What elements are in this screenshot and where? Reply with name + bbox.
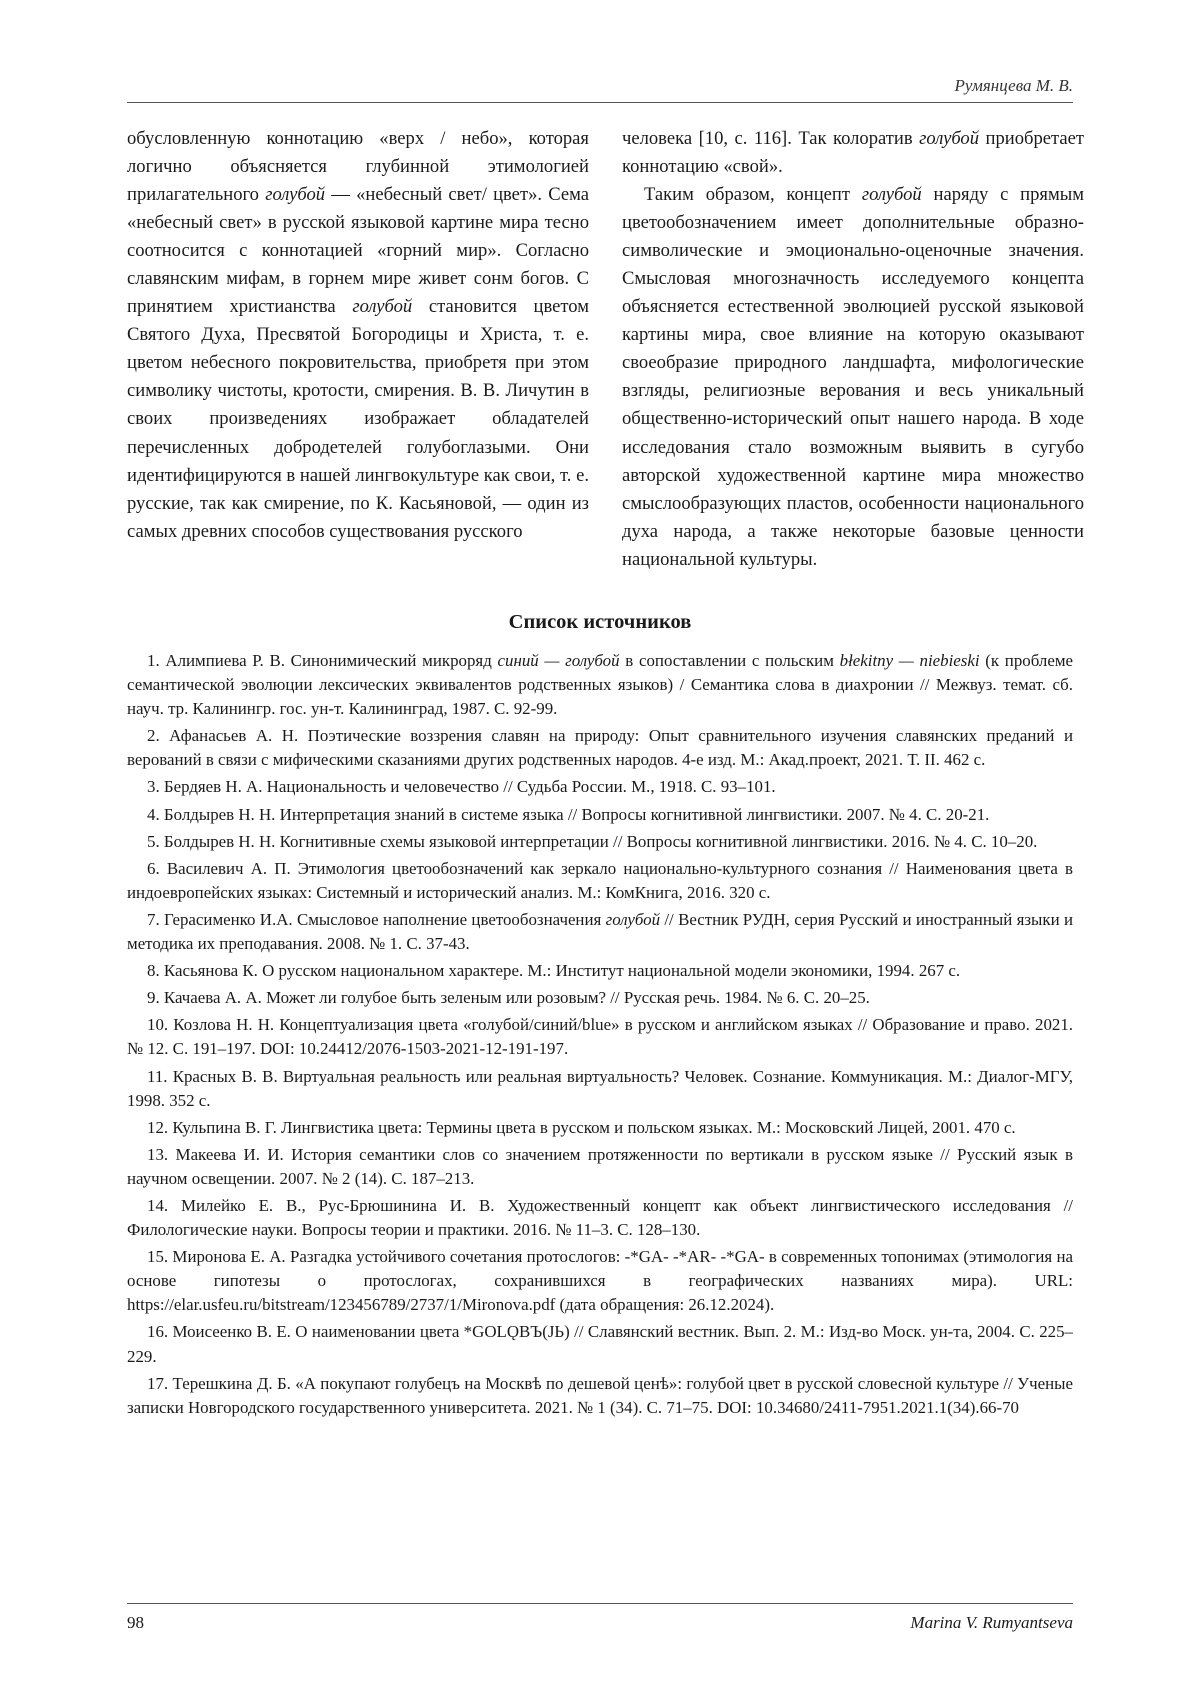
- reference-item: 16. Моисеенко В. Е. О наименовании цвета *GOLǪBЪ(JЬ) // Славянский вестник. Вып. 2. М.: Изд-во Моск. ун-та, 2004. С. 225–229.: [127, 1322, 1073, 1366]
- reference-item: 14. Милейко Е. В., Рус-Брюшинина И. В. Художественный концепт как объект лингвистического исследования // Филологические науки. Вопросы теории и практики. 2016. № 11–3. С. 128–130.: [127, 1195, 1073, 1240]
- reference-item: 15. Миронова Е. А. Разгадка устойчивого сочетания протослогов: -*GA- -*AR- -*GA- в современных топонимах (этимология на основе гипотезы о протослогах, сохранившихся в географических названиях мира). URL: https://elar.usfeu.ru/bitstream/123456789/2737/1/Mironova.pdf (дата обращения: 26.12.2024).: [127, 1247, 1073, 1315]
- body-paragraph: Таким образом, концепт голубой наряду с прямым цветообозначением имеет дополнительные образно-символические и эмоционально-оценочные значения. Смысловая многозначность исследуемого концепта объясняется естественной эволюцией русской языковой картины мира, свое влияние на которую оказывают своеобразие природного ландшафта, мифологические взгляды, религиозные верования и весь уникальный общественно-исторический опыт нашего народа. В ходе исследования стало возможным выявить в сугубо авторской художественной картине мира множество смыслообразующих пластов, особенности национального духа народа, а также некоторые базовые ценности национальной культуры.: [622, 184, 1084, 570]
- reference-item: 11. Красных В. В. Виртуальная реальность или реальная виртуальность? Человек. Сознание. Коммуникация. М.: Диалог-МГУ, 1998. 352 с.: [127, 1066, 1073, 1110]
- running-title: Румянцева М. В.: [954, 76, 1073, 95]
- right-column: [622, 125, 1084, 574]
- term-goluboy: голубой: [919, 128, 980, 149]
- term-goluboy: голубой: [352, 296, 413, 318]
- reference-item: 5. Болдырев Н. Н. Когнитивные схемы языковой интерпретации // Вопросы когнитивной лингвистики. 2016. № 4. С. 10–20.: [147, 831, 1038, 851]
- reference-item: 6. Василевич А. П. Этимология цветообозначений как зеркало национально-культурного сознания // Наименования цвета в индоевропейских языках: Системный и исторический анализ. М.: КомКнига, 2016. 320 с.: [127, 858, 1073, 902]
- references-heading: Список источников: [508, 611, 692, 633]
- reference-item: 8. Касьянова К. О русском национальном характере. М.: Институт национальной модели экономики, 1994. 267 с.: [147, 961, 961, 981]
- footer-author: Marina V. Rumyantseva: [910, 1613, 1073, 1632]
- reference-item: 12. Кульпина В. Г. Лингвистика цвета: Термины цвета в русском и польском языках. М.: Московский Лицей, 2001. 470 с.: [147, 1117, 1016, 1137]
- body-paragraph: обусловленную коннотацию «верх / небо», которая логично объясняется глубинной этимологией прилагательного голубой — «небесный свет/ цвет». Сема «небесный свет» в русской языковой картине мира тесно соотносится с коннотацией «горний мир». Согласно славянским мифам, в горнем мире живет сонм богов. С принятием христианства голубой становится цветом Святого Духа, Пресвятой Богородицы и Христа, т. е. цветом небесного покровительства, приобретя при этом символику чистоты, кротости, смирения. В. В. Личутин в своих произведениях изображает обладателей перечисленных добродетелей голубоглазыми. Они идентифицируются в нашей лингвокультуре как свои, т. е. русские, так как смирение, по К. Касьяновой, — один из самых древних способов существования русского: [127, 128, 589, 542]
- reference-item: 3. Бердяев Н. А. Национальность и человечество // Судьба России. М., 1918. С. 93–101.: [147, 777, 776, 797]
- term-goluboy: голубой: [861, 184, 922, 206]
- footer-rule: [127, 1603, 1073, 1604]
- reference-item: 13. Макеева И. И. История семантики слов со значением протяженности по вертикали в русском языке // Русский язык в научном освещении. 2007. № 2 (14). С. 187–213.: [127, 1144, 1073, 1188]
- reference-item: 17. Терешкина Д. Б. «А покупают голубецъ на Москвѣ по дешевой ценѣ»: голубой цвет в русской словесной культуре // Ученые записки Новгородского государственного университета. 2021. № 1 (34). С. 71–75. DOI: 10.34680/2411-7951.2021.1(34).66-70: [127, 1373, 1074, 1417]
- term-goluboy: голубой: [265, 184, 326, 206]
- reference-list: [127, 649, 1073, 1423]
- left-column: [127, 125, 589, 546]
- reference-item: 7. Герасименко И.А. Смысловое наполнение цветообозначения голубой // Вестник РУДН, серия Русский и иностранный языки и методика их преподавания. 2008. № 1. С. 37-43.: [127, 909, 1073, 954]
- header-rule: [127, 102, 1073, 103]
- reference-item: 10. Козлова Н. Н. Концептуализация цвета «голубой/синий/blue» в русском и английском языках // Образование и право. 2021. № 12. С. 191–197. DOI: 10.24412/2076-1503-2021-12-191-197.: [127, 1015, 1073, 1059]
- page-number: 98: [127, 1613, 144, 1632]
- reference-item: 4. Болдырев Н. Н. Интерпретация знаний в системе языка // Вопросы когнитивной лингвистики. 2007. № 4. С. 20-21.: [147, 804, 990, 824]
- body-paragraph: человека [10, с. 116]. Так колоратив голубой приобретает коннотацию «свой».: [622, 128, 1084, 178]
- reference-item: 1. Алимпиева Р. В. Синонимический микроряд синий — голубой в сопоставлении с польским błekitny — niebieski (к проблеме семантической эволюции лексических эквивалентов родственных языков) / Семантика слова в диахронии // Межвуз. темат. сб. науч. тр. Калинингр. гос. ун-т. Калининград, 1987. С. 92-99.: [127, 651, 1073, 719]
- reference-item: 2. Афанасьев А. Н. Поэтические воззрения славян на природу: Опыт сравнительного изучения славянских преданий и верований в связи с мифическими сказаниями других родственных народов. 4-е изд. М.: Акад.проект, 2021. Т. II. 462 с.: [127, 726, 1073, 770]
- reference-item: 9. Качаева А. А. Может ли голубое быть зеленым или розовым? // Русская речь. 1984. № 6. С. 20–25.: [147, 988, 870, 1008]
